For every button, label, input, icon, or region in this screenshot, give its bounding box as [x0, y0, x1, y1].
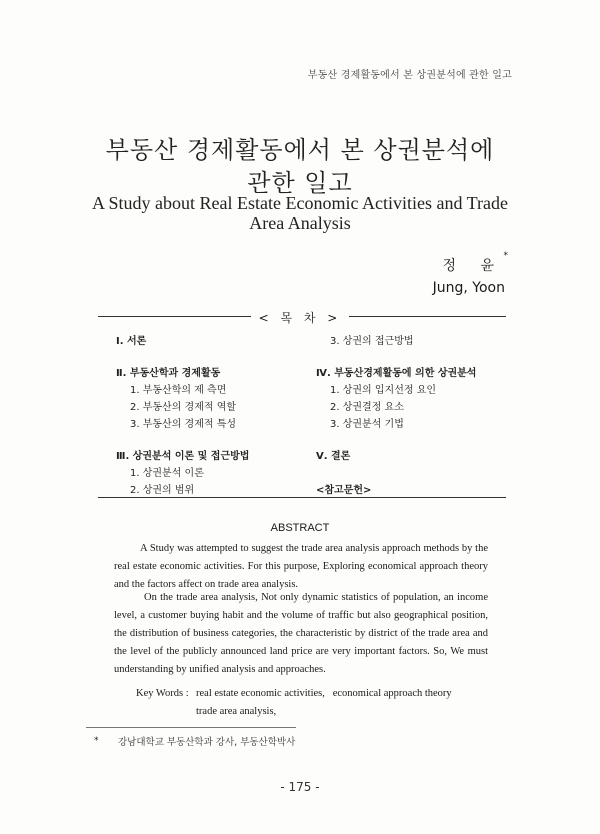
- toc-item: Ⅳ. 부동산경제활동에 의한 상권분석: [316, 368, 477, 379]
- toc-item: 1. 부동산학의 제 측면: [130, 385, 227, 396]
- abstract-title: ABSTRACT: [270, 522, 330, 534]
- toc-item: 3. 상권의 접근방법: [330, 336, 414, 347]
- toc-item: 3. 상권분석 기법: [330, 419, 404, 430]
- page-number: - 175 -: [280, 780, 320, 794]
- toc-item: 3. 부동산의 경제적 특성: [130, 419, 237, 430]
- toc-item: <참고문헌>: [316, 485, 372, 496]
- abstract-paragraph-1: A Study was attempted to suggest the trade area analysis approach methods by the real estate economic activities. For this purpose, Exploring economical approach theory and the factors affect on trade area analysis.: [114, 543, 488, 590]
- toc-item: Ⅰ. 서론: [116, 336, 147, 347]
- korean-title-line-2: 관한 일고: [247, 169, 353, 197]
- english-title-line-1: A Study about Real Estate Economic Activities and Trade: [92, 193, 508, 213]
- toc-item: 1. 상권분석 이론: [130, 468, 204, 479]
- korean-title-line-1: 부동산 경제활동에서 본 상권분석에: [105, 136, 495, 164]
- toc-item: 2. 부동산의 경제적 역할: [130, 402, 237, 413]
- footnote-mark: *: [94, 736, 99, 746]
- keywords-line-1: real estate economic activities, economical approach theory: [196, 688, 452, 699]
- english-title-line-2: Area Analysis: [249, 213, 351, 233]
- toc-item: Ⅴ. 결론: [316, 451, 351, 462]
- toc-item: Ⅱ. 부동산학과 경제활동: [116, 368, 221, 379]
- toc-item: 2. 상권의 범위: [130, 485, 195, 496]
- footnote-divider: [86, 727, 296, 728]
- abstract-paragraph-2: On the trade area analysis, Not only dynamic statistics of population, an income level, a customer buying habit and the volume of traffic but also geographical position, the distribution of business categories, the characteristic by district of the trade area and the level of the publicly announced land price are very important factors. So, We must understanding by unified analysis and approaches.: [114, 592, 488, 675]
- toc-item: 1. 상권의 입지선정 요인: [330, 385, 437, 396]
- toc-header-label: < 목 차 >: [251, 311, 350, 325]
- toc-header: [0, 307, 600, 326]
- toc-item: 2. 상권결정 요소: [330, 402, 404, 413]
- author-english-name: Jung, Yoon: [432, 280, 505, 296]
- footnote-text: 강남대학교 부동산학과 강사, 부동산학박사: [118, 737, 296, 748]
- keywords-label: Key Words :: [136, 688, 189, 699]
- toc-item: Ⅲ. 상권분석 이론 및 접근방법: [116, 451, 250, 462]
- keywords-line-2: trade area analysis,: [196, 706, 277, 717]
- author-korean-name: 정 윤: [442, 258, 504, 274]
- running-head: 부동산 경제활동에서 본 상권분석에 관한 일고: [307, 70, 512, 81]
- author-footnote-mark: *: [503, 251, 508, 261]
